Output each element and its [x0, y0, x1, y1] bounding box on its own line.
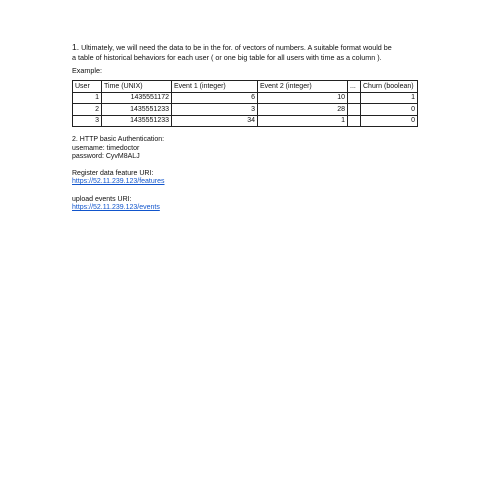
document-body — [72, 43, 422, 213]
cell-ellipsis — [348, 92, 361, 104]
cell-churn: 0 — [361, 104, 418, 116]
header-user: User — [73, 81, 102, 93]
events-link[interactable]: https://52.11.239.123/events — [72, 204, 160, 211]
cell-event-2: 28 — [258, 104, 348, 116]
header-event-1: Event 1 (integer) — [172, 81, 258, 93]
header-ellipsis: ... — [348, 81, 361, 93]
intro-line-1: Ultimately, we will need the data to be in the for. of vectors of numbers. A suitable format would be — [79, 43, 392, 52]
cell-churn: 0 — [361, 115, 418, 127]
header-churn: Churn (boolean) — [361, 81, 418, 93]
events-label: upload events URI: — [72, 195, 132, 203]
cell-event-1: 3 — [172, 104, 258, 116]
features-link[interactable]: https://52.11.239.123/features — [72, 178, 165, 185]
auth-username: usemame: timedoctor — [72, 144, 140, 152]
cell-event-2: 1 — [258, 115, 348, 127]
features-section — [72, 170, 422, 187]
cell-ellipsis — [348, 115, 361, 127]
table-header-row — [73, 81, 418, 93]
intro-paragraph — [72, 43, 422, 62]
cell-time: 1435551233 — [102, 115, 172, 127]
cell-user: 1 — [73, 92, 102, 104]
auth-heading: 2. HTTP basic Authentication: — [72, 136, 165, 143]
intro-number: 1. — [72, 42, 80, 52]
table-row — [73, 92, 418, 104]
auth-password: password: CyvM8ALJ — [72, 153, 140, 160]
cell-user: 2 — [73, 104, 102, 116]
cell-event-1: 6 — [172, 92, 258, 104]
cell-event-2: 10 — [258, 92, 348, 104]
example-label: Example: — [72, 66, 102, 75]
cell-churn: 1 — [361, 92, 418, 104]
example-table — [72, 80, 418, 127]
cell-user: 3 — [73, 115, 102, 127]
table-row — [73, 115, 418, 127]
auth-section — [72, 136, 422, 162]
features-label: Register data feature URI: — [72, 169, 154, 177]
header-time: Time (UNIX) — [102, 81, 172, 93]
table-row — [73, 104, 418, 116]
events-section — [72, 196, 422, 213]
cell-event-1: 34 — [172, 115, 258, 127]
cell-ellipsis — [348, 104, 361, 116]
header-event-2: Event 2 (integer) — [258, 81, 348, 93]
cell-time: 1435551233 — [102, 104, 172, 116]
intro-line-2: a table of historical behaviors for each user ( or one big table for all users with time as a column ). — [72, 52, 382, 62]
cell-time: 1435551172 — [102, 92, 172, 104]
